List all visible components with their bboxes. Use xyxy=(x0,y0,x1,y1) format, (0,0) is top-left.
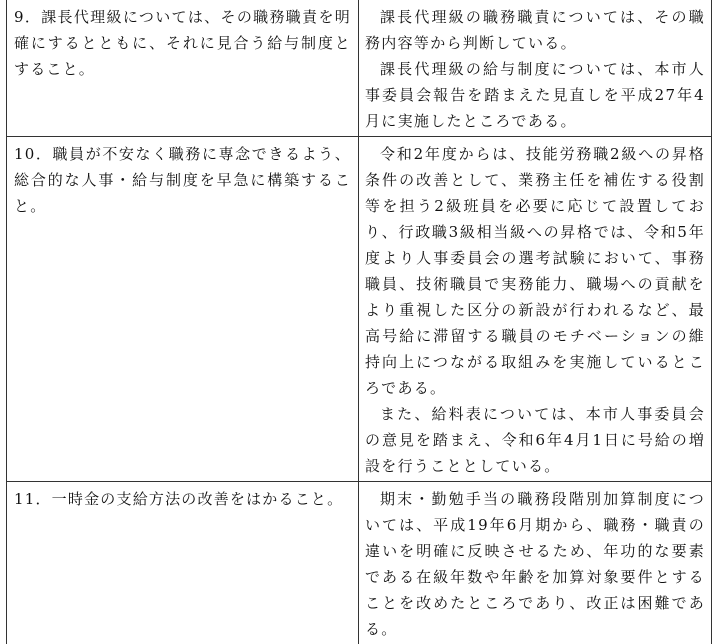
response-paragraph: 課長代理級の給与制度については、本市人事委員会報告を踏まえた見直しを平成27年4月に実施したところである。 xyxy=(359,56,711,134)
response-paragraph: また、給料表については、本市人事委員会の意見を踏まえ、令和6年4月1日に号給の増設を行うこととしている。 xyxy=(359,401,711,479)
response-paragraph: 期末・勤勉手当の職務段階別加算制度については、平成19年6月期から、職務・職責の違いを明確に反映させるため、年功的な要素である在級年数や年齢を加算対象要件とすることを改めたところであり、改正は困難である。 xyxy=(359,486,711,642)
response-cell xyxy=(359,0,712,137)
request-cell xyxy=(7,0,359,137)
response-cell xyxy=(359,137,712,482)
request-text: 10．職員が不安なく職務に専念できるよう、総合的な人事・給与制度を早急に構築すること。 xyxy=(7,137,358,219)
table-row xyxy=(7,482,712,644)
table-row xyxy=(7,137,712,482)
response-cell xyxy=(359,482,712,644)
request-response-table xyxy=(6,0,712,644)
request-cell xyxy=(7,482,359,644)
response-paragraph: 課長代理級の職務職責については、その職務内容等から判断している。 xyxy=(359,4,711,56)
response-paragraph: 令和2年度からは、技能労務職2級への昇格条件の改善として、業務主任を補佐する役割等を担う2級班員を必要に応じて設置しており、行政職3級相当級への昇格では、令和5年度より人事委員会の選考試験において、事務職員、技術職員で実務能力、職場への貢献をより重視した区分の新設が行われるなど、最高号給に滞留する職員のモチベーションの維持向上につながる取組みを実施しているところである。 xyxy=(359,141,711,401)
request-text: 9．課長代理級については、その職務職責を明確にするとともに、それに見合う給与制度とすること。 xyxy=(7,0,358,82)
table-row xyxy=(7,0,712,137)
request-text: 11．一時金の支給方法の改善をはかること。 xyxy=(7,482,358,512)
request-cell xyxy=(7,137,359,482)
